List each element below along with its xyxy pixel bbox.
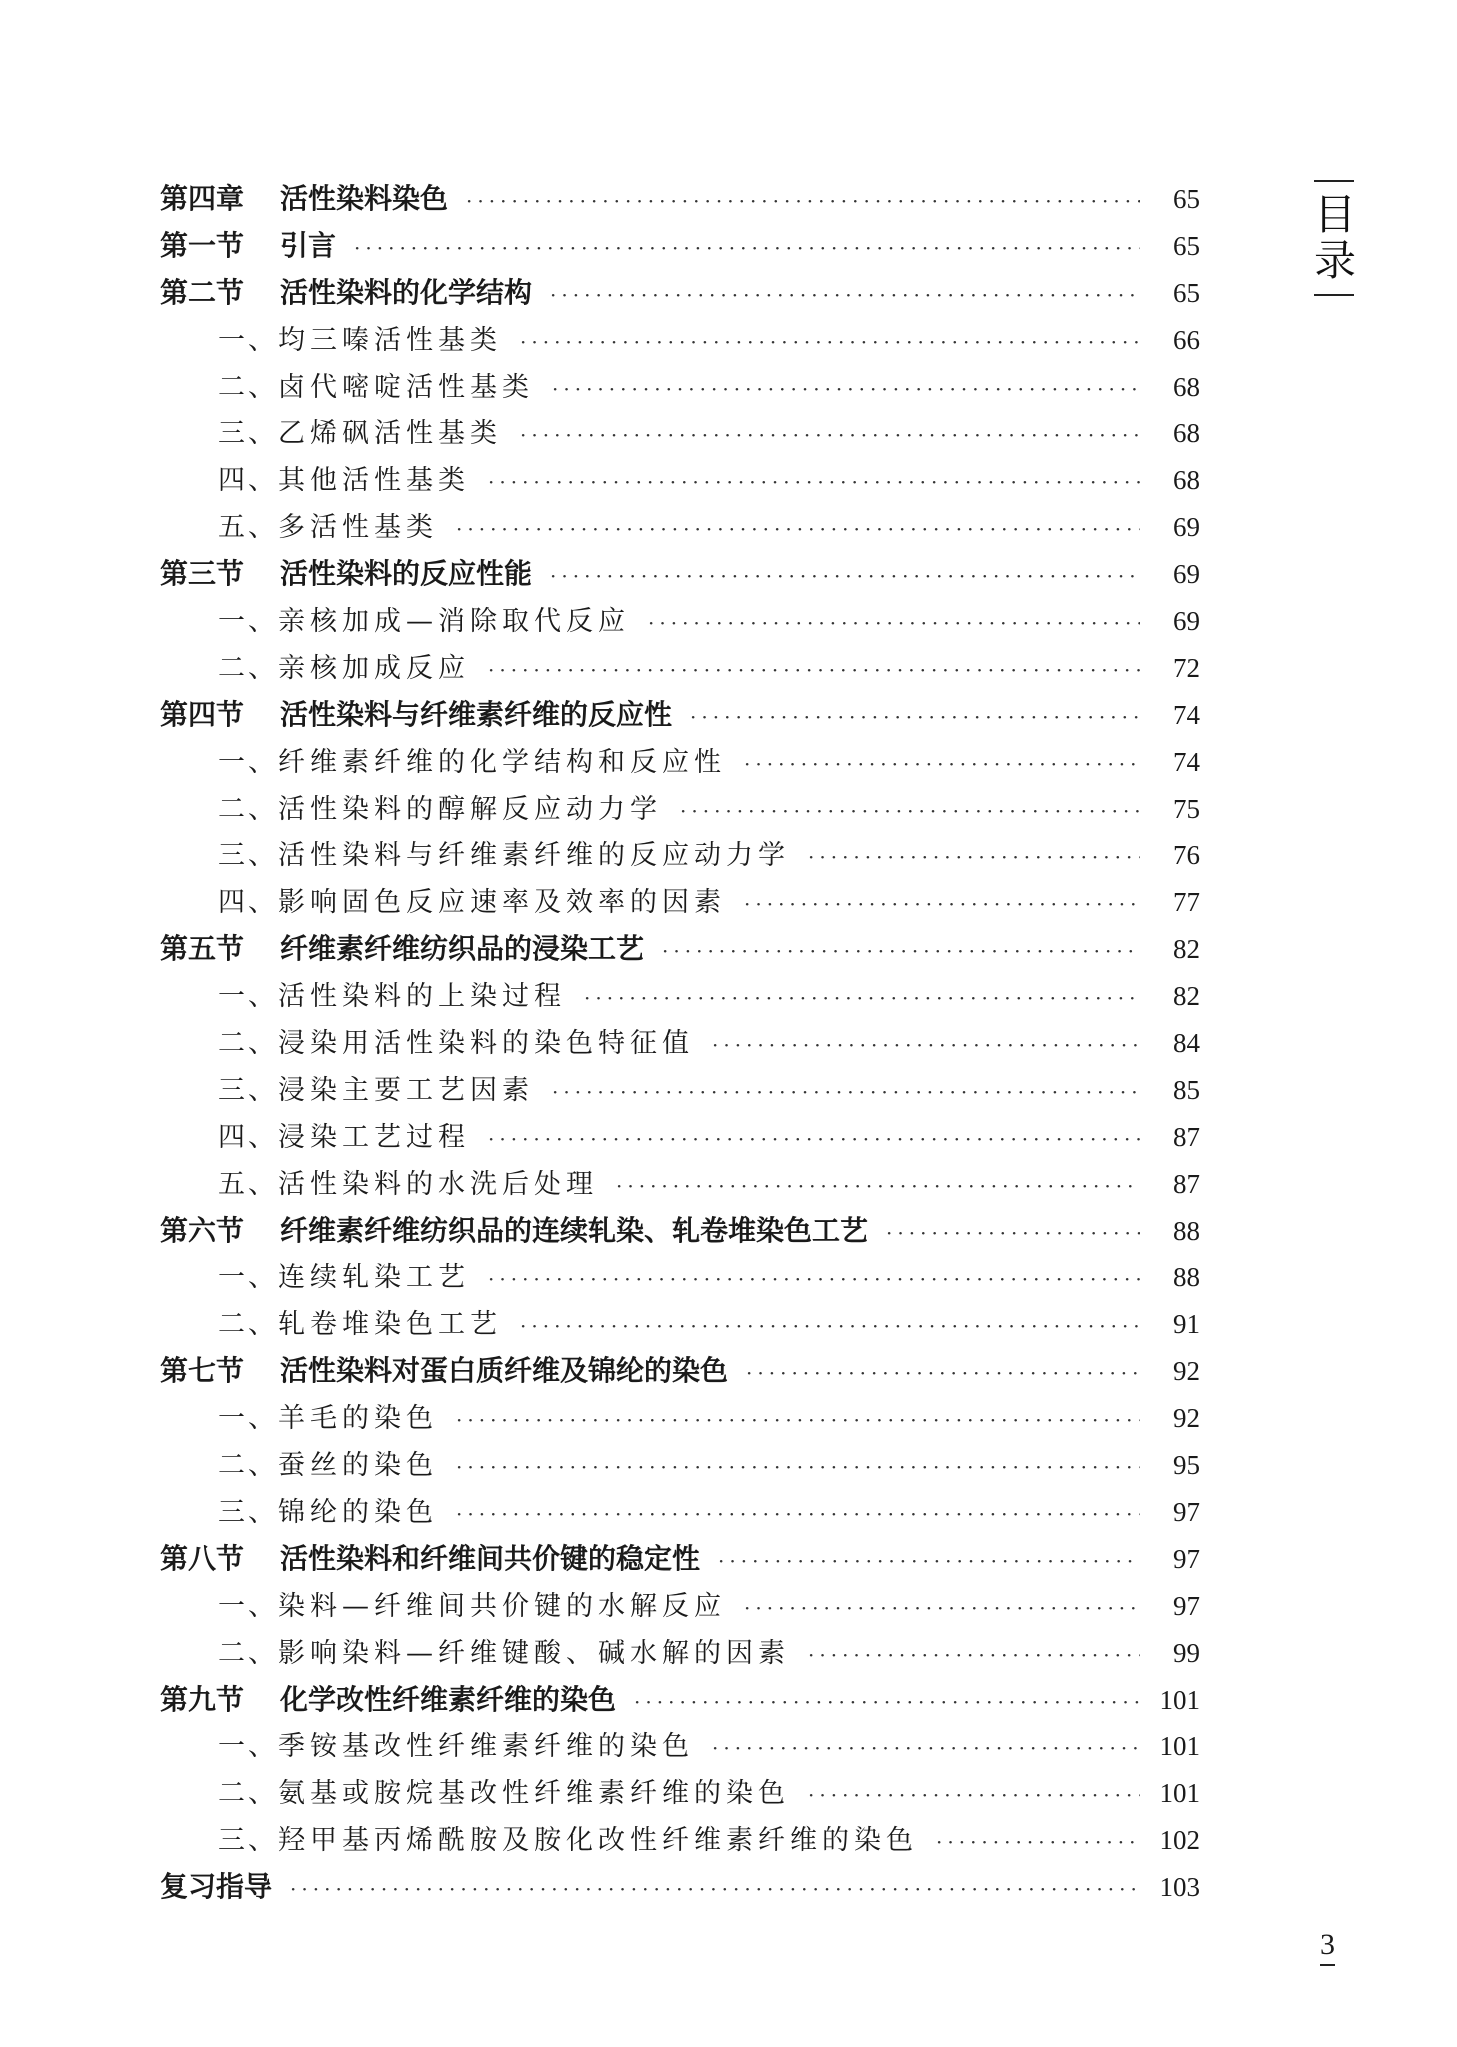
- toc-entry-title: 染料—纤维间共价键的水解反应: [278, 1590, 726, 1622]
- toc-entry-item[interactable]: [160, 1770, 1200, 1817]
- toc-entry-title: 亲核加成—消除取代反应: [278, 606, 630, 638]
- toc-entry-label: 五、: [218, 512, 278, 544]
- toc-entry-label: 三、: [218, 418, 278, 450]
- toc-entry-section[interactable]: [160, 1536, 1200, 1583]
- toc-entry-page: 87: [1173, 1121, 1200, 1152]
- toc-entry-page: 68: [1173, 371, 1200, 402]
- toc-entry-page: 92: [1173, 1356, 1200, 1387]
- toc-entry-item[interactable]: [160, 1161, 1200, 1208]
- toc-entry-title: 乙烯砜活性基类: [278, 418, 502, 450]
- dot-leader: [718, 1538, 1140, 1585]
- toc-entry-label: 一、: [218, 606, 278, 638]
- toc-entry-page: 82: [1173, 981, 1200, 1012]
- toc-entry-item[interactable]: [160, 1114, 1200, 1161]
- toc-entry-item[interactable]: [160, 645, 1200, 692]
- toc-entry-title: 蚕丝的染色: [278, 1450, 438, 1482]
- dot-leader: [616, 1163, 1140, 1210]
- toc-entry-title: 活性染料对蛋白质纤维及锦纶的染色: [280, 1354, 729, 1388]
- dot-leader: [520, 1303, 1140, 1350]
- contents-side-tab: [1314, 180, 1357, 296]
- toc-entry-page: 91: [1173, 1309, 1200, 1340]
- toc-entry-item[interactable]: [160, 879, 1200, 926]
- toc-entry-item[interactable]: [160, 973, 1200, 1020]
- toc-entry-label: 二、: [218, 1450, 278, 1482]
- dot-leader: [488, 459, 1140, 506]
- toc-entry-page: 92: [1173, 1403, 1200, 1434]
- toc-entry-item[interactable]: [160, 1301, 1200, 1348]
- toc-entry-label: 一、: [218, 746, 278, 778]
- toc-entry-title: 纤维素纤维的化学结构和反应性: [278, 746, 726, 778]
- toc-entry-title: 其他活性基类: [278, 465, 470, 497]
- dot-leader: [488, 1116, 1140, 1163]
- toc-entry-title: 活性染料的醇解反应动力学: [278, 793, 662, 825]
- dot-leader: [746, 1350, 1140, 1397]
- toc-entry-page: 66: [1173, 324, 1200, 355]
- toc-entry-page: 87: [1173, 1168, 1200, 1199]
- toc-entry-label: 四、: [218, 465, 278, 497]
- dot-leader: [520, 412, 1140, 459]
- dot-leader: [936, 1819, 1140, 1866]
- toc-entry-section[interactable]: [160, 1348, 1200, 1395]
- toc-entry-item[interactable]: [160, 739, 1200, 786]
- toc-entry-section[interactable]: [160, 551, 1200, 598]
- toc-entry-item[interactable]: [160, 457, 1200, 504]
- toc-entry-page: 102: [1159, 1825, 1200, 1856]
- toc-entry-label: 第四章: [160, 182, 245, 215]
- toc-entry-label: 第四节: [160, 697, 245, 731]
- toc-entry-label: 一、: [218, 1262, 278, 1294]
- side-tab-char: 目: [1314, 190, 1357, 239]
- toc-entry-page: 99: [1173, 1637, 1200, 1668]
- dot-leader: [456, 1491, 1140, 1538]
- toc-entry-label: 三、: [218, 1496, 278, 1528]
- toc-entry-item[interactable]: [160, 410, 1200, 457]
- toc-entry-title: 均三嗪活性基类: [278, 324, 502, 356]
- toc-entry-label: 第七节: [160, 1354, 245, 1388]
- toc-entry-label: 二、: [218, 652, 278, 684]
- toc-entry-item[interactable]: [160, 598, 1200, 645]
- dot-leader: [488, 1256, 1140, 1303]
- toc-entry-item[interactable]: [160, 317, 1200, 364]
- toc-entry-title: 引言: [280, 228, 337, 262]
- toc-entry-title: 活性染料与纤维素纤维的反应动力学: [278, 840, 790, 872]
- toc-entry-item[interactable]: [160, 1442, 1200, 1489]
- toc-entry-item[interactable]: [160, 1489, 1200, 1536]
- toc-entry-page: 68: [1173, 465, 1200, 496]
- toc-entry-title: 连续轧染工艺: [278, 1262, 470, 1294]
- dot-leader: [488, 647, 1140, 694]
- toc-entry-label: 第三节: [160, 557, 245, 591]
- toc-entry-label: 第一节: [160, 228, 245, 262]
- dot-leader: [744, 741, 1140, 788]
- dot-leader: [690, 694, 1140, 741]
- toc-entry-title: 多活性基类: [278, 512, 438, 544]
- toc-entry-label: 第六节: [160, 1213, 245, 1247]
- toc-entry-label: 第五节: [160, 932, 245, 966]
- toc-entry-title: 纤维素纤维纺织品的浸染工艺: [280, 932, 645, 966]
- toc-entry-title: 活性染料的上染过程: [278, 981, 566, 1013]
- toc-entry-label: 第八节: [160, 1541, 245, 1575]
- dot-leader: [584, 975, 1140, 1022]
- toc-entry-item[interactable]: [160, 504, 1200, 551]
- toc-entry-label: 三、: [218, 1825, 278, 1857]
- dot-leader: [808, 1772, 1140, 1819]
- toc-entry-title: 轧卷堆染色工艺: [278, 1309, 502, 1341]
- toc-entry-page: 101: [1159, 1731, 1200, 1762]
- toc-entry-page: 69: [1173, 512, 1200, 543]
- toc-entry-section[interactable]: [160, 223, 1200, 270]
- toc-entry-section[interactable]: [160, 1208, 1200, 1255]
- dot-leader: [744, 1585, 1140, 1632]
- toc-entry-page: 65: [1173, 184, 1200, 214]
- toc-entry-section[interactable]: [160, 692, 1200, 739]
- dot-leader: [456, 1444, 1140, 1491]
- toc-entry-page: 95: [1173, 1450, 1200, 1481]
- toc-entry-page: 88: [1173, 1215, 1200, 1246]
- toc-entry-page: 97: [1173, 1496, 1200, 1527]
- toc-entry-page: 65: [1173, 230, 1200, 261]
- toc-entry-page: 74: [1173, 699, 1200, 730]
- toc-entry-title: 活性染料与纤维素纤维的反应性: [280, 697, 673, 731]
- dot-leader: [886, 1210, 1140, 1257]
- toc-entry-title: 活性染料和纤维间共价键的稳定性: [280, 1541, 701, 1575]
- dot-leader: [456, 506, 1140, 553]
- toc-entry-label: 一、: [218, 324, 278, 356]
- toc-entry-item[interactable]: [160, 786, 1200, 833]
- toc-entry-page: 84: [1173, 1028, 1200, 1059]
- dot-leader: [466, 178, 1140, 225]
- toc-entry-title: 活性染料染色: [280, 182, 449, 215]
- toc-entry-title: 复习指导: [160, 1870, 273, 1904]
- dot-leader: [634, 1679, 1140, 1726]
- toc-entry-label: 三、: [218, 1074, 278, 1106]
- toc-entry-item[interactable]: [160, 1630, 1200, 1677]
- toc-entry-page: 68: [1173, 418, 1200, 449]
- toc-entry-label: 二、: [218, 1637, 278, 1669]
- toc-entry-page: 75: [1173, 793, 1200, 824]
- dot-leader: [520, 319, 1140, 366]
- toc-entry-item[interactable]: [160, 1020, 1200, 1067]
- toc-entry-item[interactable]: [160, 1395, 1200, 1442]
- toc-entry-page: 65: [1173, 277, 1200, 308]
- toc-entry-item[interactable]: [160, 832, 1200, 879]
- toc-entry-title: 卤代嘧啶活性基类: [278, 371, 534, 403]
- toc-entry-page: 101: [1159, 1778, 1200, 1809]
- toc-entry-page: 72: [1173, 652, 1200, 683]
- page-number: 3: [1320, 1928, 1335, 1966]
- toc-entry-label: 一、: [218, 1403, 278, 1435]
- toc-entry-page: 69: [1173, 559, 1200, 590]
- dot-leader: [712, 1725, 1140, 1772]
- toc-entry-page: 101: [1159, 1684, 1200, 1715]
- toc-entry-title: 纤维素纤维纺织品的连续轧染、轧卷堆染色工艺: [280, 1213, 869, 1247]
- toc-entry-item[interactable]: [160, 1583, 1200, 1630]
- dot-leader: [550, 272, 1140, 319]
- toc-entry-page: 82: [1173, 934, 1200, 965]
- toc-entry-page: 103: [1159, 1872, 1200, 1903]
- toc-entry-item[interactable]: [160, 1723, 1200, 1770]
- toc-entry-title: 浸染用活性染料的染色特征值: [278, 1028, 694, 1060]
- dot-leader: [680, 788, 1140, 835]
- toc-entry-page: 74: [1173, 746, 1200, 777]
- toc-entry-label: 第九节: [160, 1682, 245, 1716]
- toc-entry-title: 活性染料的水洗后处理: [278, 1168, 598, 1200]
- toc-entry-label: 二、: [218, 1028, 278, 1060]
- dot-leader: [744, 881, 1140, 928]
- dot-leader: [662, 928, 1140, 975]
- toc-entry-page: 97: [1173, 1543, 1200, 1574]
- dot-leader: [354, 225, 1140, 272]
- toc-entry-title: 浸染工艺过程: [278, 1121, 470, 1153]
- toc-entry-page: 77: [1173, 887, 1200, 918]
- toc-entry-item[interactable]: [160, 1067, 1200, 1114]
- toc-entry-title: 化学改性纤维素纤维的染色: [280, 1682, 617, 1716]
- toc-entry-page: 69: [1173, 606, 1200, 637]
- side-tab-char: 录: [1314, 236, 1357, 285]
- toc-entry-page: 97: [1173, 1590, 1200, 1621]
- toc-entry-label: 四、: [218, 1121, 278, 1153]
- toc-entry-title: 活性染料的反应性能: [280, 557, 533, 591]
- toc-entry-title: 锦纶的染色: [278, 1496, 438, 1528]
- toc-entry-label: 二、: [218, 1778, 278, 1810]
- toc-entry-title: 羟甲基丙烯酰胺及胺化改性纤维素纤维的染色: [278, 1825, 918, 1857]
- toc-entry-item[interactable]: [160, 1254, 1200, 1301]
- toc-entry-label: 二、: [218, 371, 278, 403]
- toc-entry-title: 亲核加成反应: [278, 652, 470, 684]
- dot-leader: [808, 1632, 1140, 1679]
- dot-leader: [808, 834, 1140, 881]
- dot-leader: [712, 1022, 1140, 1069]
- toc-entry-title: 氨基或胺烷基改性纤维素纤维的染色: [278, 1778, 790, 1810]
- toc-entry-title: 羊毛的染色: [278, 1403, 438, 1435]
- toc-entry-label: 一、: [218, 981, 278, 1013]
- toc-entry-label: 一、: [218, 1590, 278, 1622]
- dot-leader: [290, 1866, 1140, 1913]
- toc-entry-title: 浸染主要工艺因素: [278, 1074, 534, 1106]
- table-of-contents: [160, 176, 1200, 1911]
- toc-entry-section[interactable]: [160, 270, 1200, 317]
- toc-entry-label: 二、: [218, 793, 278, 825]
- dot-leader: [648, 600, 1140, 647]
- toc-entry-chapter[interactable]: [160, 176, 1200, 223]
- toc-entry-label: 四、: [218, 887, 278, 919]
- toc-entry-title: 影响固色反应速率及效率的因素: [278, 887, 726, 919]
- toc-entry-item[interactable]: [160, 364, 1200, 411]
- dot-leader: [550, 553, 1140, 600]
- toc-entry-page: 88: [1173, 1262, 1200, 1293]
- toc-entry-section[interactable]: [160, 1677, 1200, 1724]
- toc-entry-section[interactable]: [160, 926, 1200, 973]
- toc-entry-item[interactable]: [160, 1817, 1200, 1864]
- toc-entry-label: 一、: [218, 1731, 278, 1763]
- toc-entry-label: 三、: [218, 840, 278, 872]
- dot-leader: [456, 1397, 1140, 1444]
- toc-entry-title: 季铵基改性纤维素纤维的染色: [278, 1731, 694, 1763]
- toc-entry-title: 活性染料的化学结构: [280, 275, 533, 309]
- toc-entry-review[interactable]: [160, 1864, 1200, 1911]
- dot-leader: [552, 366, 1140, 413]
- toc-entry-label: 二、: [218, 1309, 278, 1341]
- toc-entry-page: 76: [1173, 840, 1200, 871]
- toc-entry-label: 五、: [218, 1168, 278, 1200]
- toc-entry-label: 第二节: [160, 275, 245, 309]
- toc-entry-page: 85: [1173, 1074, 1200, 1105]
- toc-entry-title: 影响染料—纤维键酸、碱水解的因素: [278, 1637, 790, 1669]
- dot-leader: [552, 1069, 1140, 1116]
